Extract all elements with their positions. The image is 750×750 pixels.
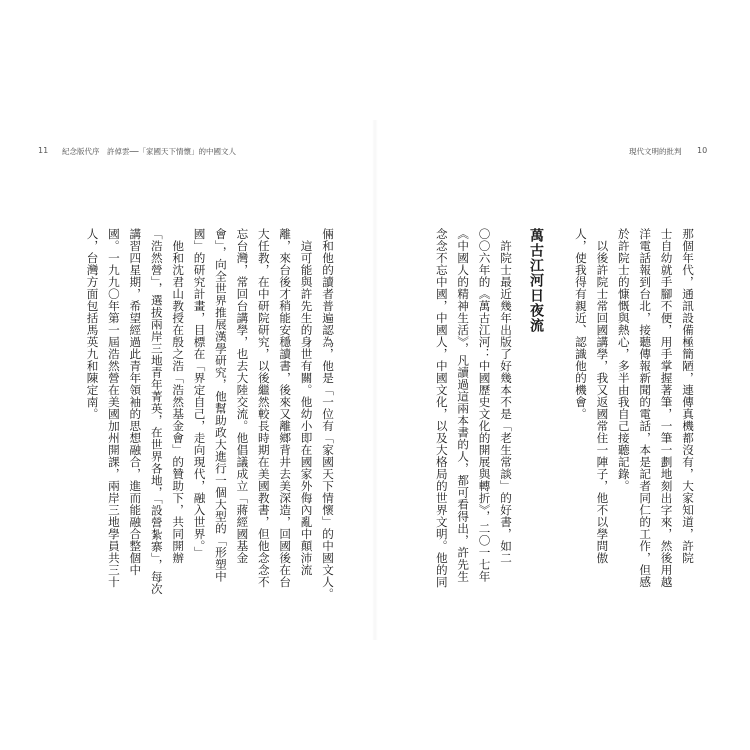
body-line: 洋電話報到台北，接聽傳報新聞的電話，本是記者同仁的工作，但感 <box>638 228 653 588</box>
section-title: 萬古江河日夜流 <box>528 228 544 333</box>
body-line: 這可能與許先生的身世有關。他幼小即在國家外侮內亂中顛沛流 <box>299 239 314 576</box>
right-body-text-bottom <box>424 228 516 600</box>
body-line: 士自幼就手腳不便，用手掌握著筆，一筆一劃地刻出字來，然後用越 <box>659 228 674 588</box>
body-line: 講習四星期，希望經過此青年領袖的思想融合，進而能融合整個中 <box>128 228 143 576</box>
body-line: 國」的研究計畫，目標在「界定自己，走向現代，融入世界。」 <box>192 228 207 559</box>
body-line: 人，台灣方面包括馬英九和陳定南。 <box>85 228 100 420</box>
right-body-text-top <box>563 228 698 600</box>
body-line: 〇〇六年的《萬古江河：中國歷史文化的開展與轉折》，二〇一七年 <box>477 228 492 583</box>
body-line: 許院士最近幾年出版了好幾本不是「老生常談」的好書，如二 <box>499 239 513 564</box>
body-line: 那個年代，通訊設備極簡陋，連傳真機都沒有，大家知道，許院 <box>681 228 695 564</box>
right-running-header: 現代文明的批判 <box>629 147 682 156</box>
body-line: 國。一九九〇年第一屆浩然營在美國加州開課，兩岸三地學員共三十 <box>106 228 121 588</box>
body-line: 念念不忘中國，中國人，中國文化，以及大格局的世界文明。他的同 <box>434 228 449 588</box>
left-page-number: 11 <box>38 146 49 155</box>
body-line: 倆和他的讀者普遍認為，他是「一位有「家國天下情懷」的中國文人。 <box>321 228 335 600</box>
body-line: 人，使我得有親近、認識他的機會。 <box>573 228 588 420</box>
body-line: 大任教，在中研院研究，以後繼然較長時期在美國教書，但他念念不 <box>256 228 271 588</box>
right-page-number: 10 <box>697 146 708 155</box>
body-line: 他和沈君山教授在殷之浩「浩然基金會」的贊助下，共同開辦 <box>171 239 186 564</box>
body-line: 離，來台後才稍能安穩讀書，後來又離鄉背井去美深造，回國後在台 <box>278 228 293 588</box>
body-line: 《中國人的精神生活》，凡讀過這兩本書的人，都可看得出，許先生 <box>456 228 471 583</box>
body-line: 忘台灣，常回台講學，也去大陸交流。他倡議成立「蔣經國基金 <box>235 228 250 564</box>
body-line: 以後許院士常回國講學，我又返國常住一陣子，他不以學問傲 <box>595 239 610 564</box>
body-line: 「浩然營」，選拔兩岸三地青年菁英，在世界各地，「設營紮寨」，每次 <box>149 228 164 595</box>
left-body-text <box>60 228 338 600</box>
left-running-header: 紀念版代序 許倬雲──「家國天下情懷」的中國文人 <box>62 147 237 156</box>
body-line: 會」，向全世界推展漢學研究，他幫助政大進行一個大型的「形塑中 <box>213 228 228 583</box>
body-line: 於許院士的慷慨與熱心，多半由我自己接聽記錄。 <box>616 228 631 492</box>
